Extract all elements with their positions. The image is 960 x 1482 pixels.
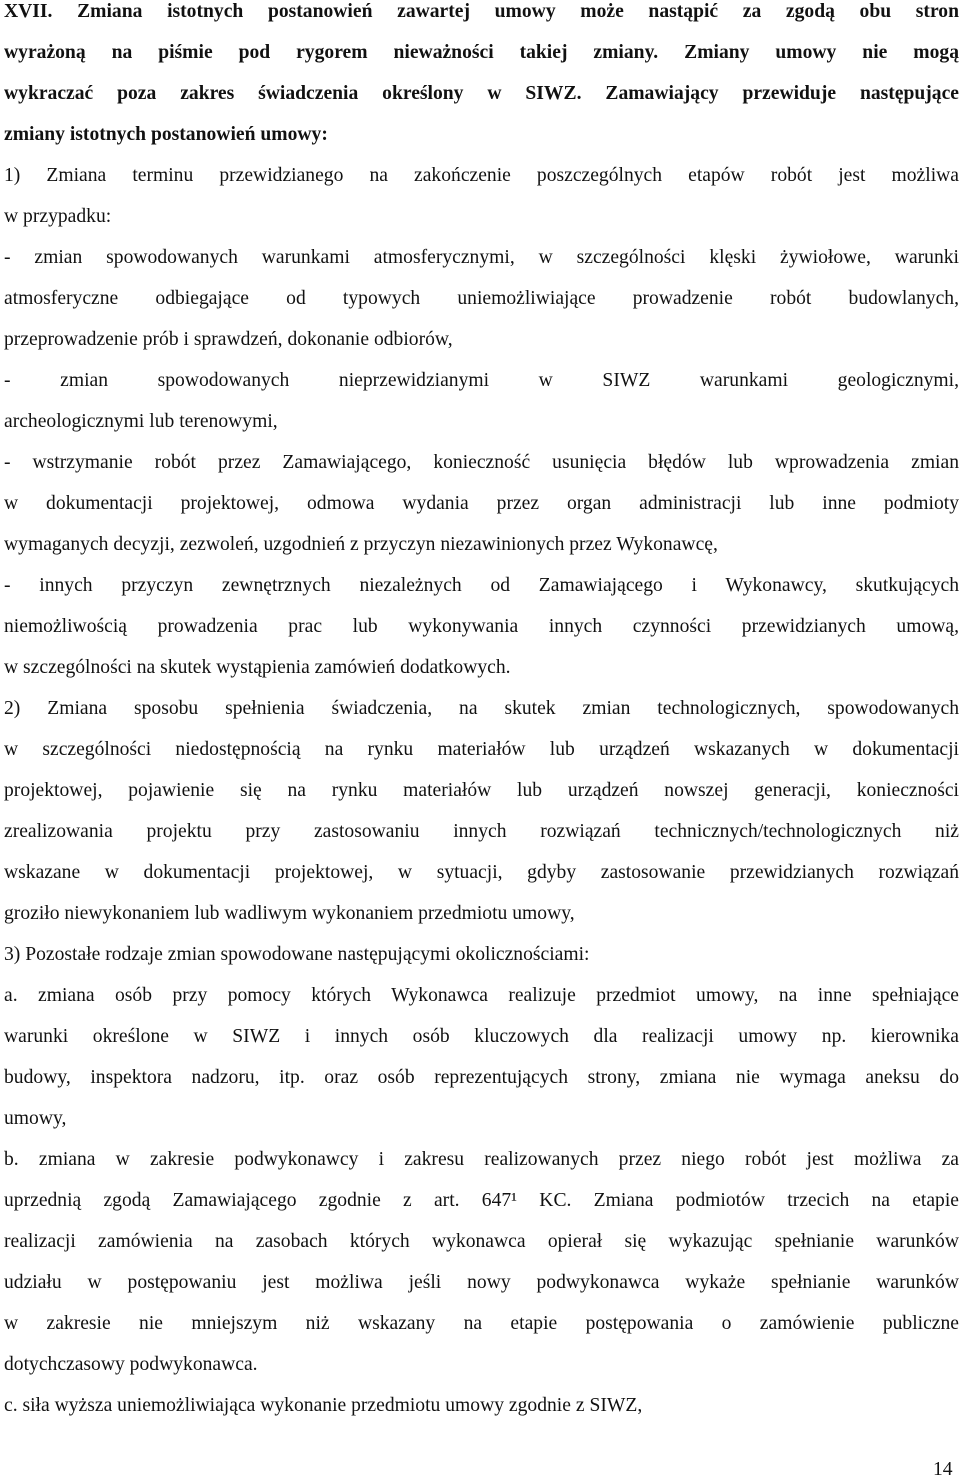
- case-line: niemożliwością prowadzenia prac lub wykonywania innych czynności przewidzianych umową,: [4, 616, 959, 637]
- sub-c-line: c. siła wyższa uniemożliwiająca wykonanie przedmiotu umowy zgodnie z SIWZ,: [4, 1395, 643, 1416]
- item-3-line: 3) Pozostałe rodzaje zmian spowodowane następującymi okolicznościami:: [4, 944, 590, 965]
- case-line: atmosferyczne odbiegające od typowych uniemożliwiające prowadzenie robót budowlanych,: [4, 288, 959, 309]
- section-line: wyrażoną na piśmie pod rygorem nieważności takiej zmiany. Zmiany umowy nie mogą: [4, 42, 959, 63]
- section-heading: XVII. Zmiana istotnych postanowień zawartej umowy może nastąpić za zgodą obu stron: [4, 1, 959, 22]
- page-number: 14: [933, 1459, 953, 1480]
- sub-b-line: b. zmiana w zakresie podwykonawcy i zakresu realizowanych przez niego robót jest możliwa za: [4, 1149, 959, 1170]
- case-line: - wstrzymanie robót przez Zamawiającego, konieczność usunięcia błędów lub wprowadzenia zmian: [4, 452, 959, 473]
- case-line: przeprowadzenie prób i sprawdzeń, dokonanie odbiorów,: [4, 329, 453, 350]
- item-2-line: groziło niewykonaniem lub wadliwym wykonaniem przedmiotu umowy,: [4, 903, 575, 924]
- sub-b-line: uprzednią zgodą Zamawiającego zgodnie z art. 647¹ KC. Zmiana podmiotów trzecich na etapie: [4, 1190, 959, 1211]
- sub-b-line: w zakresie nie mniejszym niż wskazany na etapie postępowania o zamówienie publiczne: [4, 1313, 959, 1334]
- item-2-line: projektowej, pojawienie się na rynku materiałów lub urządzeń nowszej generacji, konieczności: [4, 780, 959, 801]
- section-line: wykraczać poza zakres świadczenia określony w SIWZ. Zamawiający przewiduje następujące: [4, 83, 959, 104]
- section-line: zmiany istotnych postanowień umowy:: [4, 124, 328, 145]
- sub-b-line: udziału w postępowaniu jest możliwa jeśli nowy podwykonawca wykaże spełnianie warunków: [4, 1272, 959, 1293]
- sub-b-line: dotychczasowy podwykonawca.: [4, 1354, 258, 1375]
- sub-b-line: realizacji zamówienia na zasobach których wykonawca opierał się wykazując spełnianie warunków: [4, 1231, 959, 1252]
- sub-a-line: warunki określone w SIWZ i innych osób kluczowych dla realizacji umowy np. kierownika: [4, 1026, 959, 1047]
- item-2-line: wskazane w dokumentacji projektowej, w sytuacji, gdyby zastosowanie przewidzianych rozwiązań: [4, 862, 959, 883]
- case-line: w dokumentacji projektowej, odmowa wydania przez organ administracji lub inne podmioty: [4, 493, 959, 514]
- sub-a-line: budowy, inspektora nadzoru, itp. oraz osób reprezentujących strony, zmiana nie wymaga aneksu do: [4, 1067, 959, 1088]
- item-1-line: 1) Zmiana terminu przewidzianego na zakończenie poszczególnych etapów robót jest możliwa: [4, 165, 959, 186]
- case-line: wymaganych decyzji, zezwoleń, uzgodnień z przyczyn niezawinionych przez Wykonawcę,: [4, 534, 718, 555]
- sub-a-line: umowy,: [4, 1108, 67, 1129]
- case-line: - zmian spowodowanych nieprzewidzianymi w SIWZ warunkami geologicznymi,: [4, 370, 959, 391]
- case-line: - zmian spowodowanych warunkami atmosferycznymi, w szczególności klęski żywiołowe, warunki: [4, 247, 959, 268]
- item-2-line: w szczególności niedostępnością na rynku materiałów lub urządzeń wskazanych w dokumentacji: [4, 739, 959, 760]
- case-line: archeologicznymi lub terenowymi,: [4, 411, 278, 432]
- sub-a-line: a. zmiana osób przy pomocy których Wykonawca realizuje przedmiot umowy, na inne spełniające: [4, 985, 959, 1006]
- item-2-line: zrealizowania projektu przy zastosowaniu innych rozwiązań technicznych/technologicznych niż: [4, 821, 959, 842]
- item-2-line: 2) Zmiana sposobu spełnienia świadczenia, na skutek zmian technologicznych, spowodowanych: [4, 698, 959, 719]
- case-line: w szczególności na skutek wystąpienia zamówień dodatkowych.: [4, 657, 511, 678]
- item-1-line: w przypadku:: [4, 206, 112, 227]
- case-line: - innych przyczyn zewnętrznych niezależnych od Zamawiającego i Wykonawcy, skutkujących: [4, 575, 959, 596]
